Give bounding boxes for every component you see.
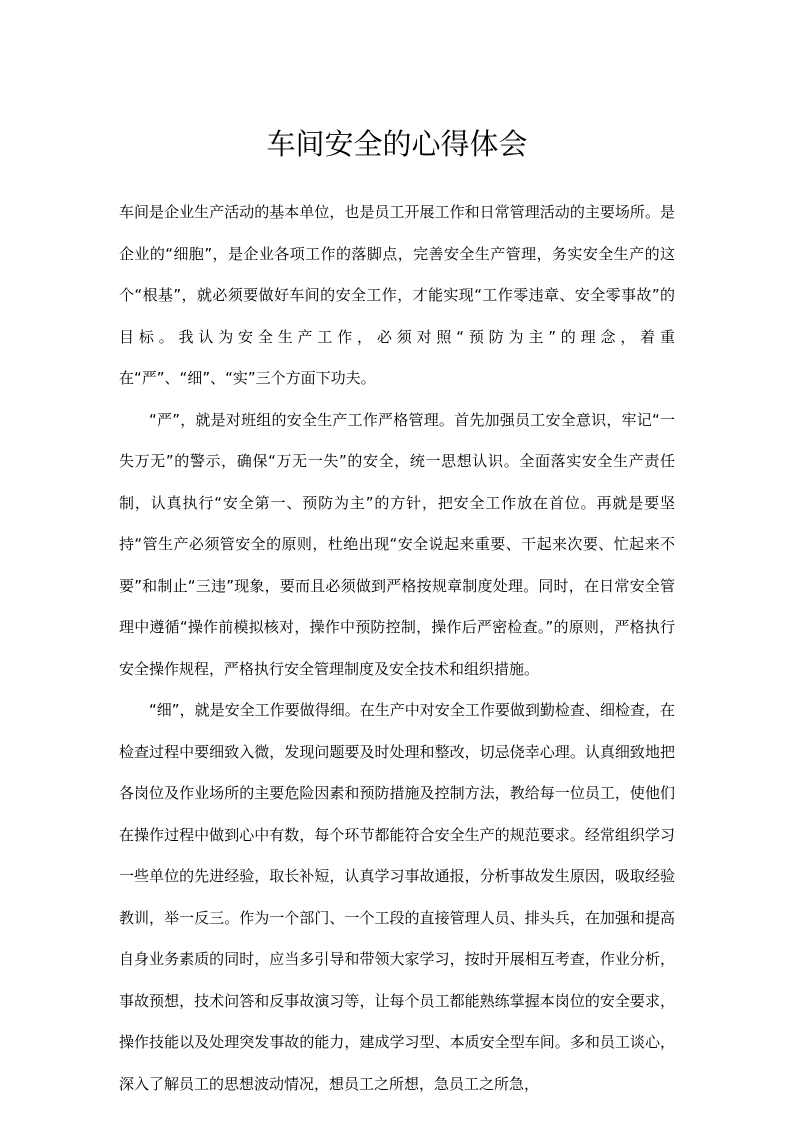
paragraph-strict: “严”，就是对班组的安全生产工作严格管理。首先加强员工安全意识，牢记“一失万无”的警示，确保“万无一失”的安全，统一思想认识。全面落实安全生产责任制，认真执行“安全第一、预防为主”的方针，把安全工作放在首位。再就是要坚持“管生产必须管安全的原则，杜绝出现“安全说起来重要、干起来次要、忙起来不要”和制止“三违”现象，要而且必须做到严格按规章制度处理。同时，在日常安全管理中遵循“操作前模拟核对，操作中预防控制，操作后严密检查。”的原则，严格执行安全操作规程，严格执行安全管理制度及安全技术和组织措施。 <box>119 410 675 678</box>
paragraph-detail: “细”，就是安全工作要做得细。在生产中对安全工作要做到勤检查、细检查，在检查过程中要细致入微，发现问题要及时处理和整改，切忌侥幸心理。认真细致地把各岗位及作业场所的主要危险因素和预防措施及控制方法，教给每一位员工，使他们在操作过程中做到心中有数，每个环节都能符合安全生产的规范要求。经常组织学习一些单位的先进经验，取长补短，认真学习事故通报，分析事故发生原因，吸取经验教训，举一反三。作为一个部门、一个工段的直接管理人员、排头兵，在加强和提高自身业务素质的同时，应当多引导和带领大家学习，按时开展相互考查，作业分析，事故预想，技术问答和反事故演习等，让每个员工都能熟练掌握本岗位的安全要求，操作技能以及处理突发事故的能力，建成学习型、本质安全型车间。多和员工谈心，深入了解员工的思想波动情况，想员工之所想，急员工之所急， <box>119 701 675 1093</box>
document-title: 车间安全的心得体会 <box>266 127 528 161</box>
paragraph-intro: 车间是企业生产活动的基本单位，也是员工开展工作和日常管理活动的主要场所。是企业的“细胞”，是企业各项工作的落脚点，完善安全生产管理，务实安全生产的这个“根基”，就必须要做好车间的安全工作，才能实现“工作零违章、安全零事故”的目标。我认为安全生产工作，必须对照“预防为主”的理念，着重在“严”、“细”、“实”三个方面下功夫。 <box>119 203 675 387</box>
document-body <box>119 192 675 1105</box>
